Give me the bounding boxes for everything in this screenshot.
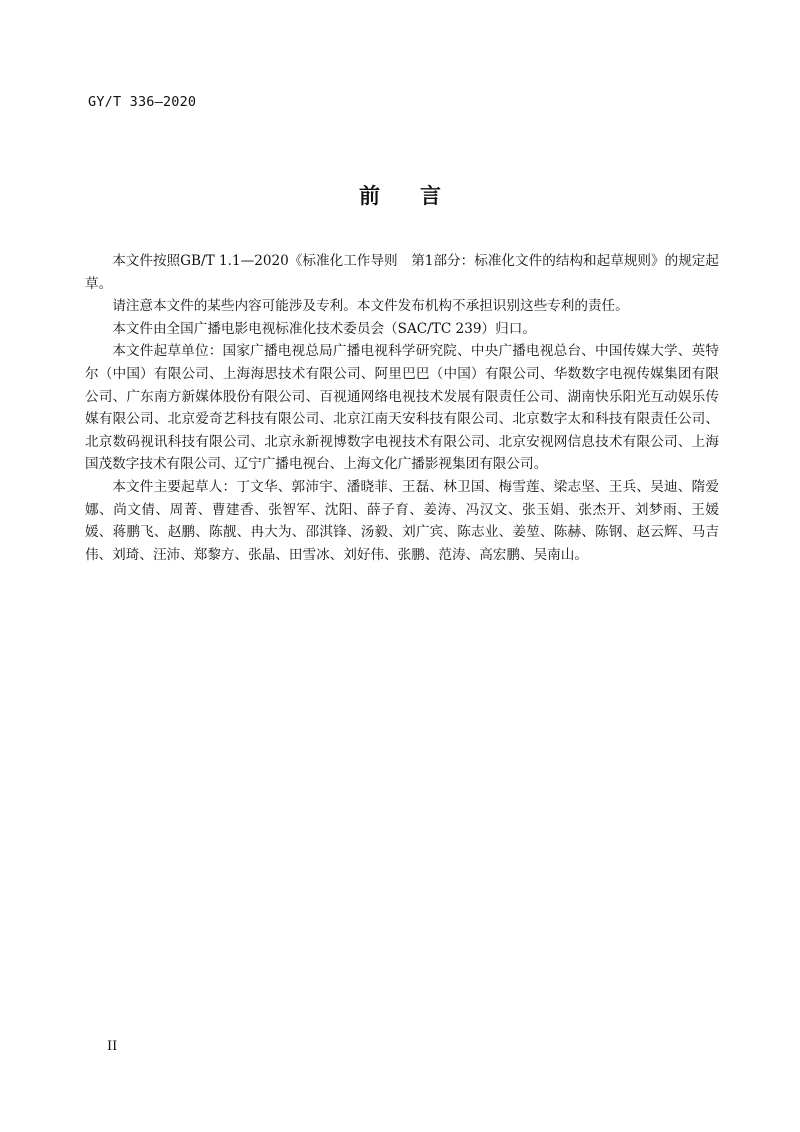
paragraph-patent-notice: 请注意本文件的某些内容可能涉及专利。本文件发布机构不承担识别这些专利的责任。 <box>112 298 629 315</box>
page-number: II <box>107 1039 118 1054</box>
page-title <box>0 180 800 210</box>
page-title-char-1: 前 <box>359 184 380 208</box>
paragraph-committee: 本文件由全国广播电影电视标准化技术委员会（SAC/TC 239）归口。 <box>112 320 536 337</box>
paragraph-drafting-units: 本文件起草单位：国家广播电视总局广播电视科学研究院、中央广播电视总台、中国传媒大学、英特尔（中国）有限公司、上海海思技术有限公司、阿里巴巴（中国）有限公司、华数数字电视传媒集团有限公司、广东南方新媒体股份有限公司、百视通网络电视技术发展有限责任公司、湖南快乐阳光互动娱乐传媒有限公司、北京爱奇艺科技有限公司、北京江南天安科技有限公司、北京数字太和科技有限责任公司、北京数码视讯科技有限公司、北京永新视博数字电视技术有限公司、北京安视网信息技术有限公司、上海国茂数字技术有限公司、辽宁广播电视台、上海文化广播影视集团有限公司。 <box>85 343 719 473</box>
standard-code: GY/T 336—2020 <box>88 94 197 110</box>
page-title-char-2: 言 <box>420 184 441 208</box>
preface-body <box>85 250 719 566</box>
paragraph-drafters: 本文件主要起草人：丁文华、郭沛宇、潘晓菲、王磊、林卫国、梅雪莲、梁志坚、王兵、吴迪、隋爱娜、尚文倩、周菁、曹建香、张智军、沈阳、薛子育、姜涛、冯汉文、张玉娟、张杰开、刘梦雨、王媛媛、蒋鹏飞、赵鹏、陈靓、冉大为、邵淇锋、汤毅、刘广宾、陈志业、姜堃、陈赫、陈钢、赵云辉、马吉伟、刘琦、汪沛、郑黎方、张晶、田雪冰、刘好伟、张鹏、范涛、高宏鹏、吴南山。 <box>85 478 719 563</box>
paragraph-drafting-rules: 本文件按照GB/T 1.1—2020《标准化工作导则 第1部分：标准化文件的结构和起草规则》的规定起草。 <box>85 253 719 292</box>
